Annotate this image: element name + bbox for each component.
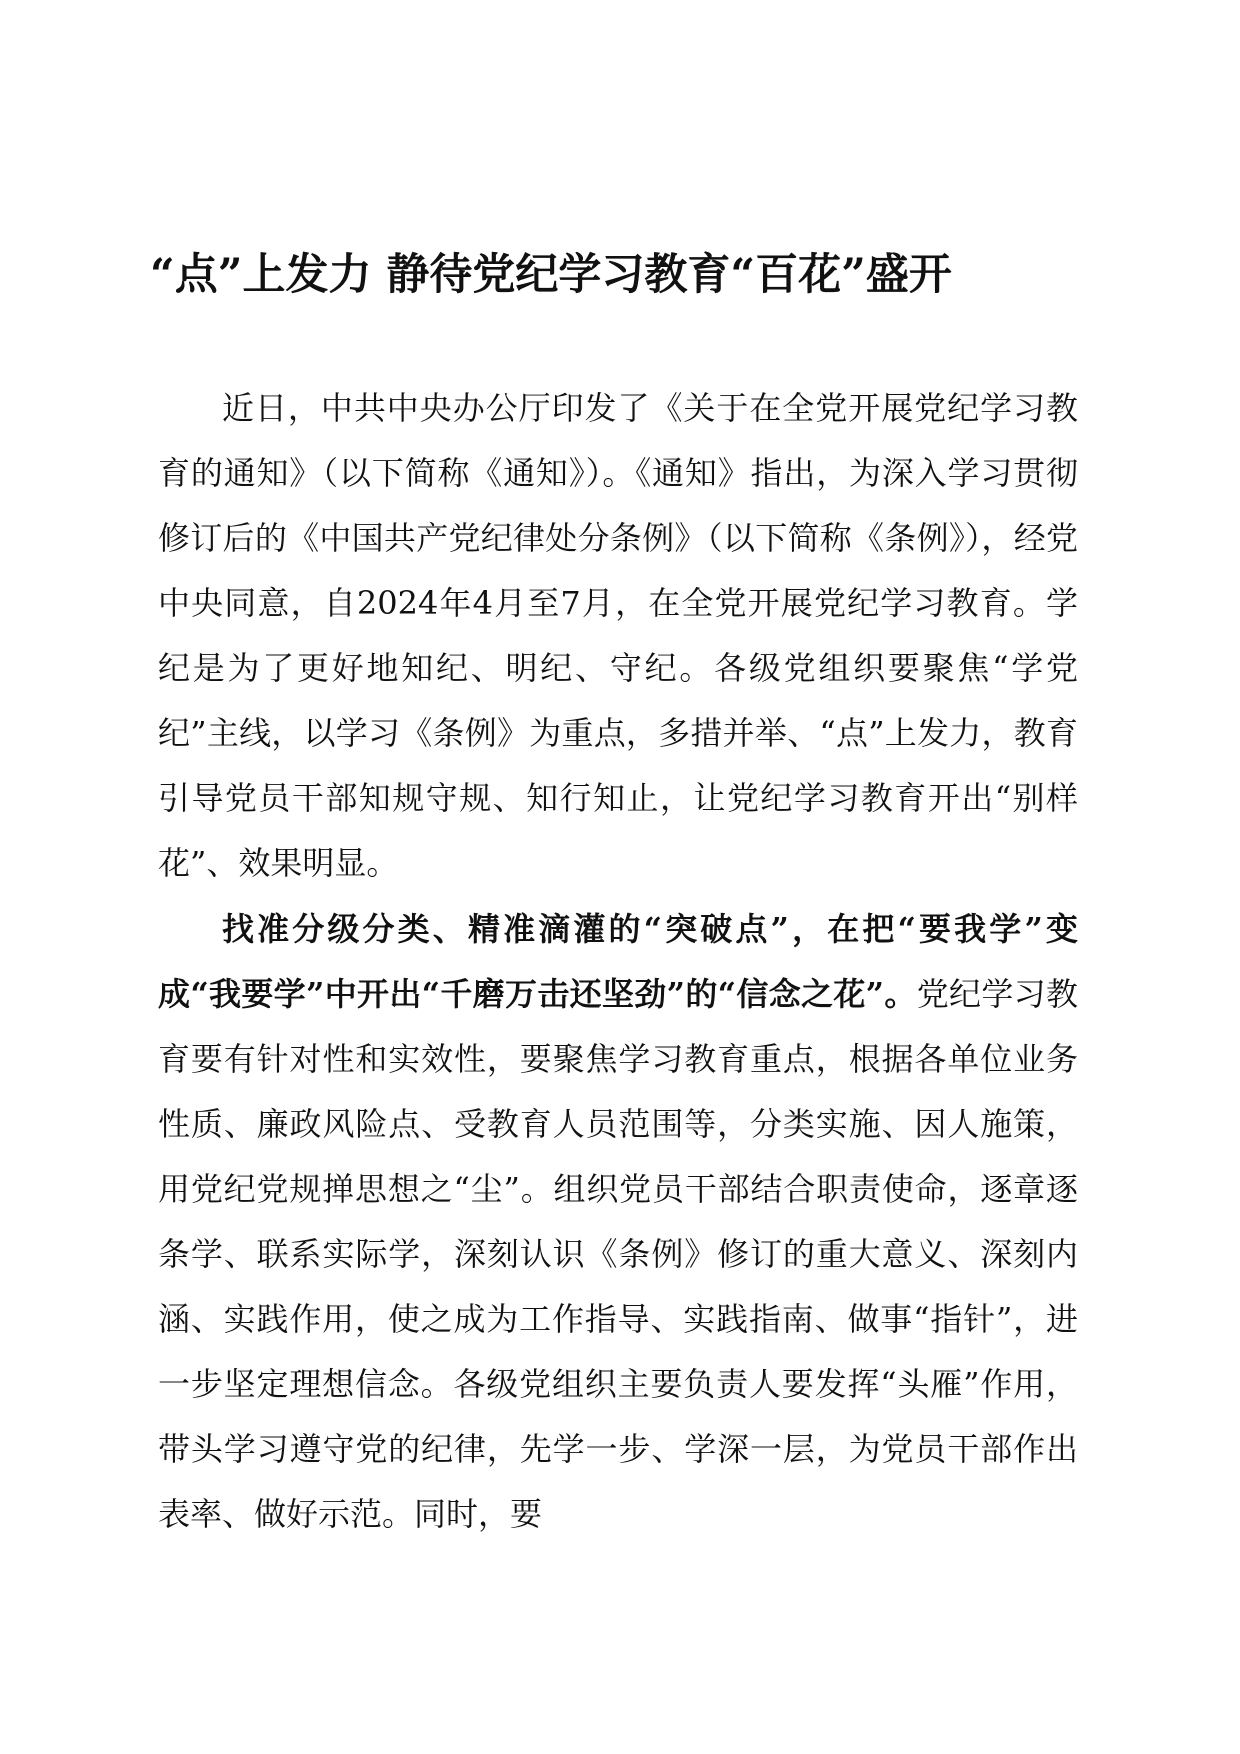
body-paragraph-2 [158, 897, 1078, 1547]
body-paragraph-1: 近日，中共中央办公厅印发了《关于在全党开展党纪学习教育的通知》（以下简称《通知》）。《通知》指出，为深入学习贯彻修订后的《中国共产党纪律处分条例》（以下简称《条例》），经党中央同意，自2024年4月至7月，在全党开展党纪学习教育。学纪是为了更好地知纪、明纪、守纪。各级党组织要聚焦“学党纪”主线，以学习《条例》为重点，多措并举、“点”上发力，教育引导党员干部知规守规、知行知止，让党纪学习教育开出“别样花”、效果明显。 [158, 389, 1078, 882]
document-title: “点”上发力 静待党纪学习教育“百花”盛开 [150, 250, 952, 300]
paragraph-lead-sentence: 找准分级分类、精准滴灌的“突破点”，在把“要我学”变成“我要学”中开出“千磨万击还坚劲”的“信念之花”。 [158, 910, 1078, 1013]
paragraph-body-text: 党纪学习教育要有针对性和实效性，要聚焦学习教育重点，根据各单位业务性质、廉政风险点、受教育人员范围等，分类实施、因人施策，用党纪党规掸思想之“尘”。组织党员干部结合职责使命，逐章逐条学、联系实际学，深刻认识《条例》修订的重大意义、深刻内涵、实践作用，使之成为工作指导、实践指南、做事“指针”，进一步坚定理想信念。各级党组织主要负责人要发挥“头雁”作用，带头学习遵守党的纪律，先学一步、学深一层，为党员干部作出表率、做好示范。同时，要 [158, 975, 1078, 1533]
